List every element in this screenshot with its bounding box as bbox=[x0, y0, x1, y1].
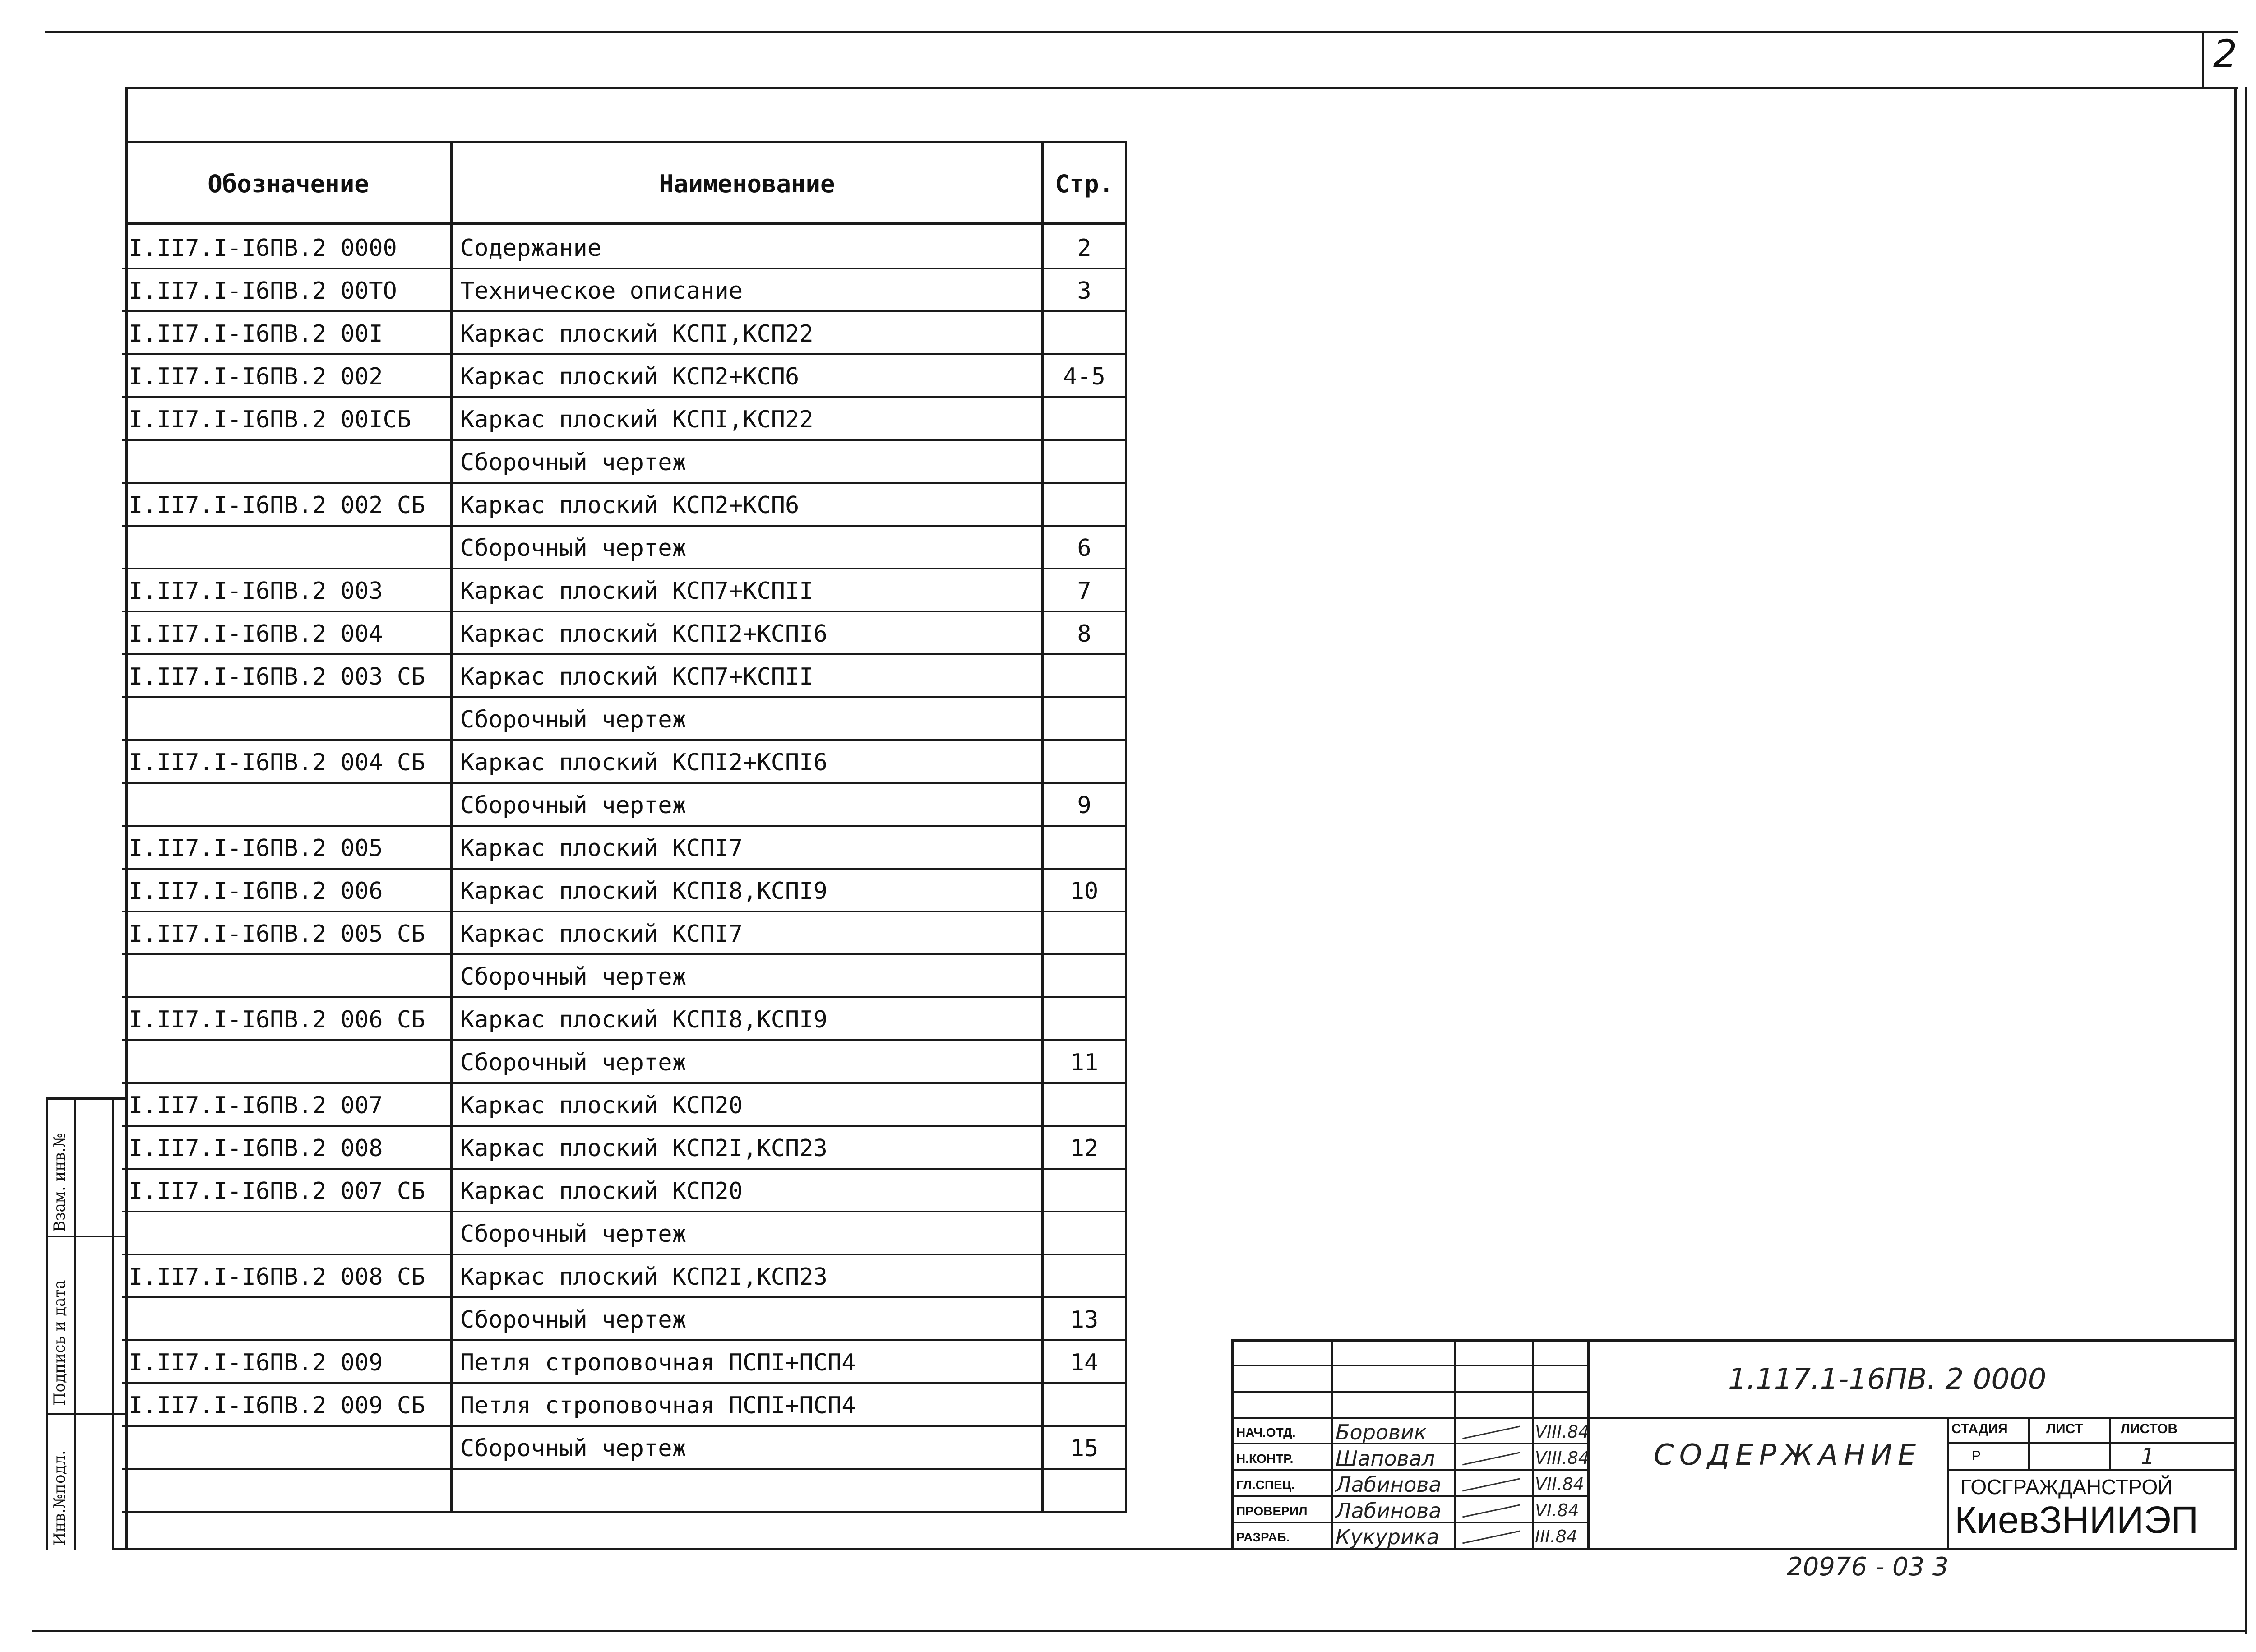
row-separator bbox=[122, 1125, 1127, 1127]
stamp-div-1 bbox=[46, 1236, 127, 1237]
col-separator-right bbox=[1125, 141, 1127, 1513]
row-designation: I.II7.I-I6ПВ.2 002 bbox=[129, 363, 383, 390]
signature-mark bbox=[1462, 1478, 1520, 1492]
tb-h3 bbox=[1231, 1417, 2237, 1419]
row-designation: I.II7.I-I6ПВ.2 005 bbox=[129, 835, 383, 862]
row-name: Сборочный чертеж bbox=[460, 535, 686, 562]
row-separator bbox=[122, 439, 1127, 441]
row-separator bbox=[122, 396, 1127, 398]
row-name: Каркас плоский КСП7+КСПII bbox=[460, 663, 814, 690]
tb-stage-h2 bbox=[1947, 1469, 2237, 1471]
row-separator bbox=[122, 868, 1127, 870]
archive-number: 20976 - 03 3 bbox=[1787, 1552, 1949, 1582]
row-separator bbox=[122, 911, 1127, 912]
header-name: Наименование bbox=[659, 170, 835, 198]
row-page: 6 bbox=[1077, 535, 1091, 562]
table-header-bottom-line bbox=[126, 222, 1127, 225]
row-separator bbox=[122, 1039, 1127, 1041]
row-name: Каркас плоский КСПI,КСП22 bbox=[460, 406, 814, 433]
row-designation: I.II7.I-I6ПВ.2 009 bbox=[129, 1349, 383, 1376]
stamp-right bbox=[112, 1097, 114, 1550]
header-designation: Обозначение bbox=[208, 170, 369, 198]
row-name: Сборочный чертеж bbox=[460, 792, 686, 819]
stamp-inner-left bbox=[74, 1097, 76, 1550]
sheet-number-box-left bbox=[2202, 31, 2204, 88]
stamp-outer-left bbox=[46, 1097, 48, 1550]
row-page: 9 bbox=[1077, 792, 1091, 819]
role-date: VI.84 bbox=[1535, 1500, 1579, 1520]
row-name: Петля строповочная ПСПI+ПСП4 bbox=[460, 1392, 856, 1419]
row-separator bbox=[122, 568, 1127, 569]
stamp-top bbox=[46, 1097, 127, 1100]
role-name: Лабинова bbox=[1336, 1472, 1442, 1497]
role-name: Лабинова bbox=[1336, 1499, 1442, 1523]
row-separator bbox=[122, 696, 1127, 698]
role-label: ПРОВЕРИЛ bbox=[1236, 1504, 1308, 1518]
row-name: Каркас плоский КСПI2+КСПI6 bbox=[460, 749, 828, 776]
row-separator bbox=[122, 1211, 1127, 1212]
row-separator bbox=[122, 1339, 1127, 1341]
row-name: Петля строповочная ПСПI+ПСП4 bbox=[460, 1349, 856, 1376]
row-name: Каркас плоский КСП2I,КСП23 bbox=[460, 1263, 828, 1291]
stage-value: Р bbox=[1972, 1448, 1981, 1463]
role-date: VII.84 bbox=[1535, 1474, 1584, 1494]
row-separator bbox=[122, 1168, 1127, 1170]
row-separator bbox=[122, 1296, 1127, 1298]
role-label: РАЗРАБ. bbox=[1236, 1530, 1290, 1544]
row-designation: I.II7.I-I6ПВ.2 005 СБ bbox=[129, 921, 425, 948]
row-separator bbox=[122, 739, 1127, 741]
row-name: Каркас плоский КСП20 bbox=[460, 1178, 743, 1205]
row-designation: I.II7.I-I6ПВ.2 009 СБ bbox=[129, 1392, 425, 1419]
tb-stage-left bbox=[1947, 1417, 1949, 1550]
row-designation: I.II7.I-I6ПВ.2 006 СБ bbox=[129, 1006, 425, 1033]
tb-stage-v2 bbox=[2109, 1417, 2111, 1470]
row-page: 14 bbox=[1070, 1349, 1099, 1376]
row-page: 8 bbox=[1077, 620, 1091, 648]
row-name: Сборочный чертеж bbox=[460, 1435, 686, 1462]
row-separator bbox=[122, 1425, 1127, 1427]
row-separator bbox=[122, 1468, 1127, 1470]
row-designation: I.II7.I-I6ПВ.2 004 СБ bbox=[129, 749, 425, 776]
right-outer-line bbox=[2245, 87, 2247, 1634]
row-name: Сборочный чертеж bbox=[460, 1306, 686, 1333]
sheets-label: ЛИСТОВ bbox=[2121, 1421, 2178, 1436]
table-top-line bbox=[126, 141, 1127, 143]
role-label: НАЧ.ОТД. bbox=[1236, 1425, 1296, 1439]
role-label: Н.КОНТР. bbox=[1236, 1452, 1294, 1466]
row-designation: I.II7.I-I6ПВ.2 003 bbox=[129, 578, 383, 605]
row-name: Сборочный чертеж bbox=[460, 963, 686, 990]
doc-code: 1.117.1-16ПВ. 2 0000 bbox=[1728, 1363, 2047, 1396]
row-separator bbox=[122, 525, 1127, 527]
signature-mark bbox=[1462, 1452, 1520, 1466]
tb-v4 bbox=[1587, 1339, 1590, 1550]
role-date: III.84 bbox=[1535, 1527, 1578, 1546]
row-separator bbox=[122, 1082, 1127, 1084]
row-page: 3 bbox=[1077, 278, 1091, 305]
row-separator bbox=[122, 825, 1127, 827]
sheet-number: 2 bbox=[2213, 32, 2238, 76]
tb-v3 bbox=[1532, 1339, 1534, 1550]
row-name: Каркас плоский КСП7+КСПII bbox=[460, 578, 814, 605]
row-name: Каркас плоский КСПI8,КСПI9 bbox=[460, 878, 828, 905]
row-name: Каркас плоский КСП20 bbox=[460, 1092, 743, 1119]
tb-h1 bbox=[1231, 1365, 1590, 1366]
row-separator bbox=[122, 310, 1127, 312]
tb-v1 bbox=[1331, 1339, 1333, 1550]
col-separator-1 bbox=[450, 141, 453, 1513]
role-date: VIII.84 bbox=[1535, 1448, 1590, 1468]
row-name: Каркас плоский КСП2I,КСП23 bbox=[460, 1135, 828, 1162]
row-name: Сборочный чертеж bbox=[460, 706, 686, 733]
stamp-vzam-inv: Взам. инв.№ bbox=[51, 1133, 69, 1232]
row-designation: I.II7.I-I6ПВ.2 007 СБ bbox=[129, 1178, 425, 1205]
row-separator bbox=[122, 1382, 1127, 1384]
row-separator bbox=[122, 953, 1127, 955]
row-name: Сборочный чертеж bbox=[460, 1221, 686, 1248]
sheet-value: 1 bbox=[2141, 1444, 2155, 1469]
tb-v2 bbox=[1454, 1339, 1456, 1550]
row-name: Техническое описание bbox=[460, 278, 743, 305]
row-page: 13 bbox=[1070, 1306, 1099, 1333]
row-designation: I.II7.I-I6ПВ.2 008 СБ bbox=[129, 1263, 425, 1291]
row-separator bbox=[122, 611, 1127, 612]
stamp-inv-no: Инв.№подл. bbox=[51, 1450, 69, 1546]
bottom-frame-line bbox=[32, 1630, 2247, 1632]
tb-h2 bbox=[1231, 1391, 1590, 1393]
row-separator bbox=[122, 1254, 1127, 1255]
row-page: 15 bbox=[1070, 1435, 1099, 1462]
row-name: Сборочный чертеж bbox=[460, 1049, 686, 1076]
row-page: 12 bbox=[1070, 1135, 1099, 1162]
top-frame-line bbox=[45, 31, 2238, 33]
inner-right-border bbox=[2234, 87, 2237, 1549]
row-designation: I.II7.I-I6ПВ.2 00I bbox=[129, 320, 383, 347]
row-designation: I.II7.I-I6ПВ.2 004 bbox=[129, 620, 383, 648]
row-name: Каркас плоский КСП2+КСП6 bbox=[460, 492, 800, 519]
row-separator bbox=[122, 653, 1127, 655]
org-line1: ГОСГРАЖДАНСТРОЙ bbox=[1960, 1475, 2173, 1499]
inner-bottom-border bbox=[113, 1548, 2237, 1550]
row-page: 2 bbox=[1077, 235, 1091, 262]
row-separator bbox=[122, 482, 1127, 484]
role-name: Шаповал bbox=[1336, 1446, 1435, 1471]
row-separator bbox=[122, 353, 1127, 355]
tb-stage-h1 bbox=[1947, 1442, 2237, 1444]
row-separator bbox=[122, 996, 1127, 998]
row-designation: I.II7.I-I6ПВ.2 00ТО bbox=[129, 278, 397, 305]
inner-top-border bbox=[126, 87, 2238, 89]
signature-mark bbox=[1462, 1504, 1520, 1518]
row-name: Сборочный чертеж bbox=[460, 449, 686, 476]
row-name: Каркас плоский КСПI8,КСПI9 bbox=[460, 1006, 828, 1033]
row-name: Каркас плоский КСПI,КСП22 bbox=[460, 320, 814, 347]
signature-mark bbox=[1462, 1426, 1520, 1439]
row-designation: I.II7.I-I6ПВ.2 00IСБ bbox=[129, 406, 411, 433]
row-separator bbox=[122, 268, 1127, 269]
row-page: 4-5 bbox=[1063, 363, 1105, 390]
row-name: Каркас плоский КСПI7 bbox=[460, 921, 743, 948]
role-label: ГЛ.СПЕЦ. bbox=[1236, 1478, 1295, 1492]
org-line2: КиевЗНИИЭП bbox=[1955, 1499, 2199, 1541]
tb-top bbox=[1231, 1339, 2237, 1342]
row-page: 10 bbox=[1070, 878, 1099, 905]
doc-title: СОДЕРЖАНИЕ bbox=[1654, 1439, 1922, 1472]
header-page: Стр. bbox=[1054, 170, 1114, 198]
sheet-label: ЛИСТ bbox=[2046, 1421, 2083, 1436]
row-name: Каркас плоский КСПI7 bbox=[460, 835, 743, 862]
row-designation: I.II7.I-I6ПВ.2 007 bbox=[129, 1092, 383, 1119]
row-name: Каркас плоский КСП2+КСП6 bbox=[460, 363, 800, 390]
role-name: Боровик bbox=[1336, 1420, 1427, 1444]
stamp-sign-date: Подпись и дата bbox=[51, 1280, 69, 1406]
inner-left-border bbox=[125, 87, 128, 1549]
row-designation: I.II7.I-I6ПВ.2 0000 bbox=[129, 235, 397, 262]
row-separator bbox=[122, 782, 1127, 784]
stage-label: СТАДИЯ bbox=[1951, 1421, 2008, 1436]
tb-stage-v1 bbox=[2028, 1417, 2030, 1470]
row-designation: I.II7.I-I6ПВ.2 002 СБ bbox=[129, 492, 425, 519]
row-designation: I.II7.I-I6ПВ.2 003 СБ bbox=[129, 663, 425, 690]
stamp-div-2 bbox=[46, 1413, 127, 1415]
row-name: Содержание bbox=[460, 235, 602, 262]
row-separator bbox=[122, 1511, 1127, 1513]
signature-mark bbox=[1462, 1531, 1520, 1544]
role-name: Кукурика bbox=[1336, 1525, 1439, 1549]
row-designation: I.II7.I-I6ПВ.2 006 bbox=[129, 878, 383, 905]
role-date: VIII.84 bbox=[1535, 1422, 1590, 1442]
tb-left bbox=[1231, 1339, 1234, 1550]
row-designation: I.II7.I-I6ПВ.2 008 bbox=[129, 1135, 383, 1162]
row-name: Каркас плоский КСПI2+КСПI6 bbox=[460, 620, 828, 648]
row-page: 11 bbox=[1070, 1049, 1099, 1076]
row-page: 7 bbox=[1077, 578, 1091, 605]
